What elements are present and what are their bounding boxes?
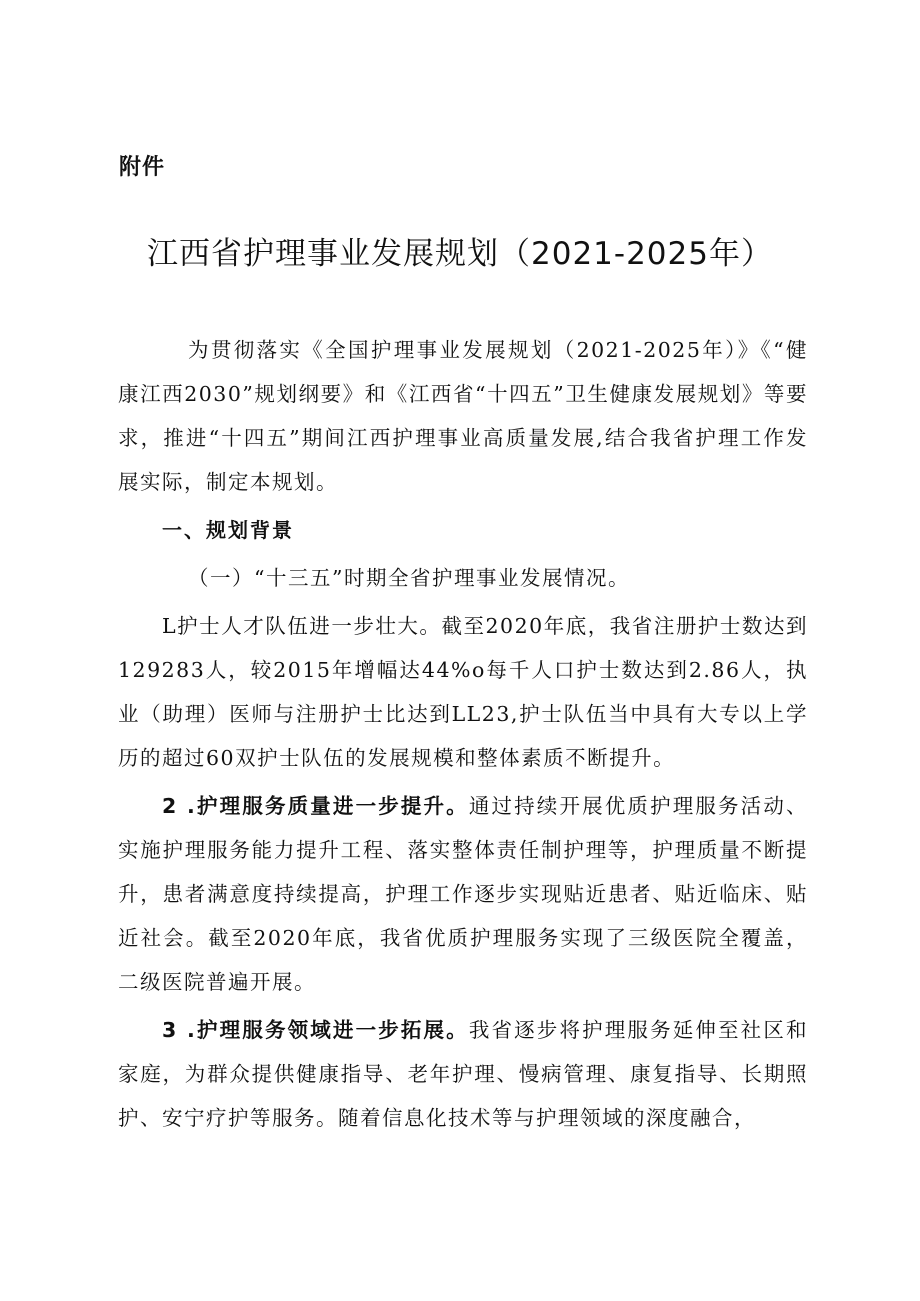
section-heading: 一、规划背景 <box>162 518 294 542</box>
document-title: 江西省护理事业发展规划（2021-2025年） <box>147 236 773 272</box>
document-body <box>118 328 808 1140</box>
attachment-label: 附件 <box>119 155 166 180</box>
item-3-lead: 3 .护理服务领域进一步拓展。 <box>162 1018 469 1042</box>
intro-paragraph: 为贯彻落实《全国护理事业发展规划（2021-2025年）》《“健康江西2030”规划纲要》和《江西省“十四五”卫生健康发展规划》等要求，推进“十四五”期间江西护理事业高质量发展,结合我省护理工作发展实际，制定本规划。 <box>118 338 808 494</box>
item-2-text: 通过持续开展优质护理服务活动、实施护理服务能力提升工程、落实整体责任制护理等，护理质量不断提升，患者满意度持续提高，护理工作逐步实现贴近患者、贴近临床、贴近社会。截至2020年底，我省优质护理服务实现了三级医院全覆盖，二级医院普遍开展。 <box>118 794 808 994</box>
paragraph-item-1: L护士人才队伍进一步壮大。截至2020年底，我省注册护士数达到129283人，较2015年增幅达44%o每千人口护士数达到2.86人，执业（助理）医师与注册护士比达到LL23,护士队伍当中具有大专以上学历的超过60双护士队伍的发展规模和整体素质不断提升。 <box>118 614 808 770</box>
item-3-text: 我省逐步将护理服务延伸至社区和家庭，为群众提供健康指导、老年护理、慢病管理、康复指导、长期照护、安宁疗护等服务。随着信息化技术等与护理领域的深度融合， <box>118 1018 808 1130</box>
paragraph-item-3 <box>118 1008 808 1140</box>
section-subheading: （一）“十三五”时期全省护理事业发展情况。 <box>188 566 630 590</box>
paragraph-item-2 <box>118 784 808 1004</box>
item-2-lead: 2 .护理服务质量进一步提升。 <box>162 794 469 818</box>
